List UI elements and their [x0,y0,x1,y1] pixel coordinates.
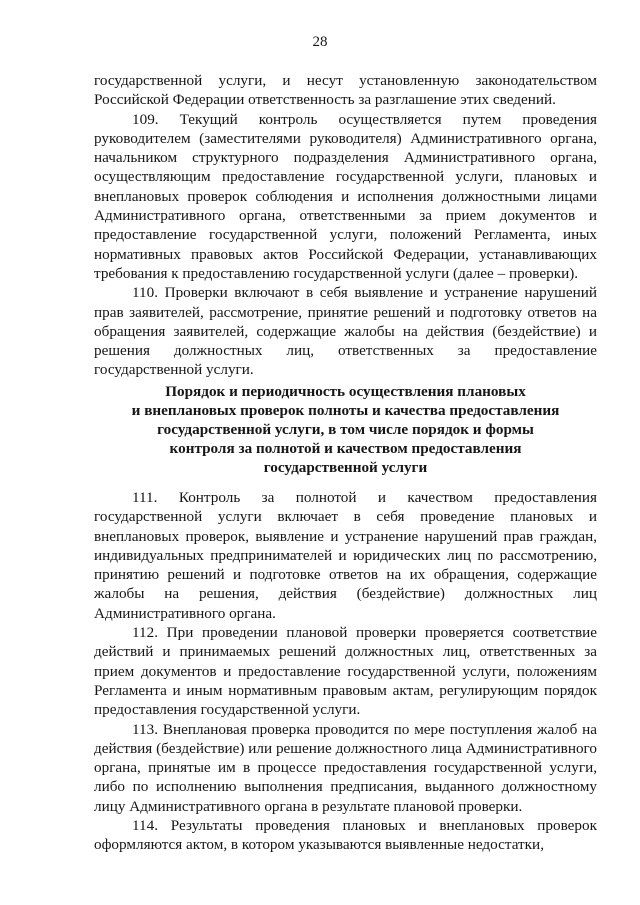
section-heading [94,382,597,477]
section-heading-line: государственной услуги [263,459,428,476]
paragraph-111: 111. Контроль за полнотой и качеством предоставления государственной услуги включает в себя проведение плановых и внеплановых проверок, выявление и устранение нарушений прав граждан, индивидуальных предпринимателей и юридических лиц по рассмотрению, принятию решений и подготовке ответов на их обращения, содержащие жалобы на решения, действия (бездействие) должностных лиц Административного органа. [94,489,597,622]
section-heading-line: контроля за полнотой и качеством предоставления [169,440,522,457]
page-number: 28 [312,34,328,50]
text-block-bottom [94,488,597,855]
paragraph-112: 112. При проведении плановой проверки проверяется соответствие действий и принимаемых решений должностных лиц, ответственных за прием документов и предоставление государственной услуги, положениям Регламента и иным нормативным правовым актам, регулирующим порядок предоставления государственной услуги. [94,624,597,719]
section-heading-line: Порядок и периодичность осуществления плановых [165,383,526,400]
paragraph-114: 114. Результаты проведения плановых и внеплановых проверок оформляются актом, в котором указываются выявленные недостатки, [94,817,597,854]
section-heading-line: государственной услуги, в том числе порядок и формы [157,421,534,438]
text-block-top [94,71,597,380]
paragraph-110: 110. Проверки включают в себя выявление и устранение нарушений прав заявителей, рассмотрение, принятие решений и подготовку ответов на обращения заявителей, содержащие жалобы на действия (бездействие) и решения должностных лиц, ответственных за предоставление государственной услуги. [94,284,597,379]
paragraph-113: 113. Внеплановая проверка проводится по мере поступления жалоб на действия (бездействие) или решение должностного лица Административного органа, принятые им в процессе предоставления государственной услуги, либо по исполнению выполнения предписания, выданного должностному лицу Административного органа в результате плановой проверки. [94,720,597,815]
section-heading-line: и внеплановых проверок полноты и качества предоставления [131,402,560,419]
paragraph-109: 109. Текущий контроль осуществляется путем проведения руководителем (заместителями руководителя) Административного органа, начальником структурного подразделения Административного органа, осуществляющим предоставление государственной услуги, плановых и внеплановых проверок соблюдения и исполнения должностными лицами Административного органа, ответственными за прием документов и предоставление государственной услуги, положений Регламента, иных нормативных правовых актов Российской Федерации, устанавливающих требования к предоставлению государственной услуги (далее – проверки). [94,110,597,282]
paragraph-continuation: государственной услуги, и несут установленную законодательством Российской Федерации ответственность за разглашение этих сведений. [94,72,597,109]
